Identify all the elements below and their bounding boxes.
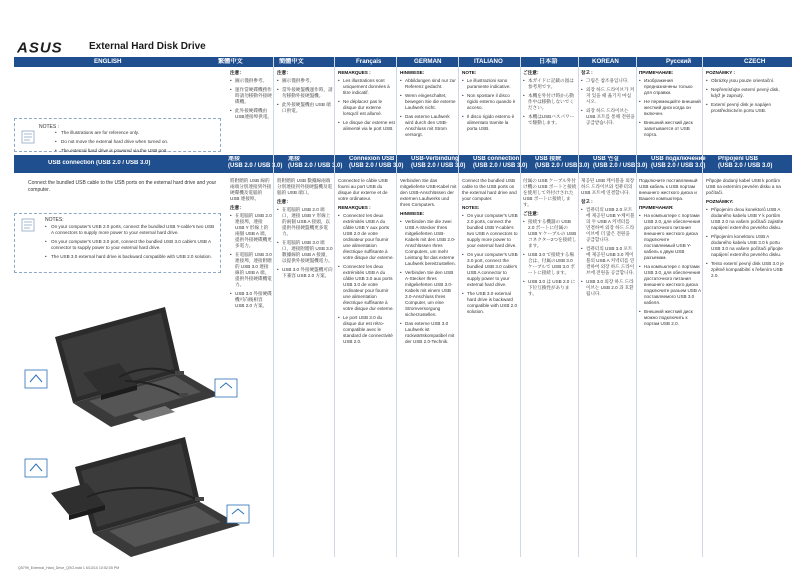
ko-top <box>581 70 635 150</box>
divider <box>636 57 637 557</box>
section-header-en: USB connection (USB 2.0 / USB 3.0) <box>48 160 151 166</box>
de-note2: • Verbinden Sie den USB A-Stecker Ihres mitgelieferten USB 3.0-Kabels mit einem USB 3.0-Anschluss Ihres Computer, um eine Stromversorgung sicherzustellen. <box>400 270 457 318</box>
section-header-ko: USB 연결 (USB 2.0 / USB 3.0) <box>593 156 648 169</box>
cz-top <box>706 70 788 150</box>
tc-notes2-heading: 注意： <box>230 205 244 210</box>
tc-note2: • 在電腦的 USB 2.0 連接埠，連接 USB Y 形線上的兩個 USB A 端，提供外接硬碟機更多電力。 <box>230 213 272 249</box>
divider <box>334 57 335 557</box>
lang-ja: 日本語 <box>539 58 558 65</box>
lang-de: GERMAN <box>414 58 442 65</box>
note-item: • Do not move the external hard drive when turned on. <box>55 139 168 145</box>
cz-connect <box>706 178 788 558</box>
ja-note: • 本機を外付け時から動作中は移動しないでください。 <box>523 93 577 111</box>
it-note2: • The USB 3.0 external hard drive is backward compatible with USB 2.0 solution. <box>462 291 519 315</box>
ja-note2: • USB 3.0 は USB 2.0 に下位互換性があります。 <box>523 279 577 297</box>
cz-connect-text: Připojte dodaný kabel USB k portům USB na externím pevném disku a na počítači. <box>706 178 781 195</box>
ru-connect <box>639 178 701 558</box>
cz-note2: • Tento externí pevný disk USB 3.0 je zpětně kompatibilní s řešením USB 2.0. <box>706 261 788 279</box>
notes2-list <box>45 224 217 263</box>
divider <box>273 57 274 557</box>
notes-title: NOTES : <box>39 124 60 130</box>
divider <box>702 57 703 557</box>
tc-top <box>230 70 272 150</box>
note-item: • The USB 3.0 external hard drive is backward compatible with USB 2.0 solution. <box>45 254 217 260</box>
fr-note2: • Le port USB 3.0 du disque dur est rétro-compatible avec le standard de connectivité USB 2.0. <box>338 315 395 345</box>
fr-top <box>338 70 395 150</box>
fr-note: • Le disque dur externe est alimenté via le port USB. <box>338 120 395 132</box>
lang-english: ENGLISH <box>94 58 122 65</box>
lang-ko: KOREAN <box>592 58 619 65</box>
sc-note: • 此外接硬盤機由 USB 端口供電。 <box>277 102 333 114</box>
sc-connect <box>277 178 333 558</box>
divider <box>520 57 521 557</box>
de-top <box>400 70 457 150</box>
de-note: • Das externe Laufwerk wird durch den USB-Anschluss mit Strom versorgt. <box>400 114 457 138</box>
ja-note2: • USB 3.0 で接続する場合は、付属のUSB 3.0ケーブルで USB 3.0 ポートに接続します。 <box>523 252 577 276</box>
divider <box>458 57 459 557</box>
de-connect-text: Verbinden Sie das mitgelieferte USB-Kabel mit den USB-Anschlüssen der externen Laufwerks und Ihres Computers. <box>400 178 457 207</box>
ja-note2: • 接続する機器の USB 2.0 ポートに付属のUSB Y ケーブルの USB コネクター2つを接続します。 <box>523 219 577 249</box>
note-item: • The external hard drive is powered via the USB port. <box>55 148 168 154</box>
de-notes2-heading: HINWEISE: <box>400 211 425 216</box>
ja-connect-text: 付属の USB ケーブル外付け機の USB ポートと接続を使用して外付けされた USB ポートに接続します。 <box>523 178 577 207</box>
ja-connect <box>523 178 577 558</box>
it-note2: • On your computer's USB 2.0 ports, connect the bundled USB Y-cable's two USB A connectors to supply more power to your external hard drive. <box>462 213 519 249</box>
notes2-title: NOTES: <box>45 217 64 223</box>
note-icon <box>21 130 35 144</box>
cz-note: • Externí pevný disk je napájen prostřednictvím portu USB. <box>706 102 788 114</box>
ko-note2: • 컴퓨터의 USB 2.0 포트에 제공된 USB Y-케이블의 두 USB A 커넥터를 연결하여 외장 하드 드라이브에 더 많은 전원을 공급합니다. <box>581 207 635 243</box>
fr-connect-text: Connectez le câble USB fourni au port USB du disque dur externe et de votre ordinateur. <box>338 178 388 201</box>
sc-note2: • 在電腦的 USB 2.0 端口，連接 USB Y 形線上的兩個 USB A 接頭，以提供外接硬盤機更多電力。 <box>277 207 333 237</box>
section-header-de: USB-Verbindung (USB 2.0 / USB 3.0) <box>411 156 466 169</box>
de-notes-heading: HINWEISE: <box>400 70 425 75</box>
ko-note: • 외장 하드 드라이브는 USB 포트를 통해 전원을 공급받습니다. <box>581 108 635 126</box>
ru-note2: • На компьютере с портами USB 2.0, для обеспечения достаточного питания внешнего жесткого диска подключите поставляемый USB Y-кабель к двум USB разъемам. <box>639 213 701 261</box>
section-header-ru: USB подключение (USB 2.0 / USB 3.0) <box>651 156 706 169</box>
cz-note2: • Připojením dvou konektorů USB A dodaného kabelu USB Y k portům USB 2.0 na vašem počítači zajistíte napájení externího pevného disku. <box>706 207 788 231</box>
cz-note: • Nepřemísťujte externí pevný disk, když je zapnutý. <box>706 87 788 99</box>
ko-notes-heading: 참고 : <box>581 70 593 75</box>
note-item: • The illustrations are for reference only. <box>55 130 168 136</box>
fr-notes-heading: REMARQUES : <box>338 70 371 75</box>
de-note: • Abbildungen sind nur zur Referenz gedacht. <box>400 78 457 90</box>
sc-note: • 圖示僅供參考。 <box>277 78 333 84</box>
sc-connect-text: 將附贈的 USB 數據線兩端分別連接到外接硬盤機及電腦的 USB 端口。 <box>277 178 333 195</box>
it-note: • Le illustrazioni sono puramente indicative. <box>462 78 519 90</box>
ru-connect-text: Подключите поставляемый USB кабель к USB портам внешнего жесткого диска и Вашего компьютера. <box>639 178 698 201</box>
it-note: • Non spostare il disco rigido esterno quando è acceso. <box>462 93 519 111</box>
english-usb-notes-box <box>14 213 221 273</box>
fr-note: • Les illustrations sont uniquement données à titre indicatif. <box>338 78 395 96</box>
fr-notes2-heading: REMARQUES : <box>338 205 371 210</box>
asus-logo <box>17 40 83 54</box>
tc-notes-heading: 注意： <box>230 70 244 75</box>
lang-sc: 簡體中文 <box>279 58 304 65</box>
ru-note2: • Внешний жесткий диск можно подключить к портам USB 2.0. <box>639 309 701 327</box>
ru-note2: • На компьютере с портами USB 3.0, для обеспечения достаточного питания внешнего жесткого диска подключите разъем USB A поставляемого USB 3.0 кабеля. <box>639 264 701 306</box>
ru-top <box>639 70 701 150</box>
section-header-cz: Připojení USB (USB 2.0 / USB 3.0) <box>718 156 773 169</box>
language-bar <box>14 57 792 67</box>
de-note2: • Verbinden Sie die zwei USB A-Stecker Ihres mitgelieferten USB-Kabels mit den USB 2.0-Anschlüssen Ihres Computers, um mehr Leistung für das externe Laufwerk bereitzustellen. <box>400 219 457 267</box>
de-note: • Wenn eingeschaltet, bewegen Sie die externe Laufwerk nicht. <box>400 93 457 111</box>
lang-fr: Français <box>356 58 382 65</box>
ko-note2: • 컴퓨터의 USB 3.0 포트에 제공된 USB 3.0 케이블의 USB A 커넥터를 연결하여 외장 하드 드라이브에 전원을 공급합니다. <box>581 246 635 276</box>
ru-note: • Изображения предназначены только для справки. <box>639 78 701 96</box>
tc-note: • 運作當硬碟機務作時請勿移動外接硬碟機。 <box>230 87 272 105</box>
ru-note: • Внешний жесткий диск запитывается от USB порта. <box>639 120 701 138</box>
tc-note2: • 在電腦的 USB 3.0 連接埠，連接附贈的 USB 3.0 連接線的 USB A 端，提供外接硬碟機電力。 <box>230 252 272 288</box>
de-connect <box>400 178 457 558</box>
sc-notes2-heading: 注意： <box>277 199 291 204</box>
ru-notes-heading: ПРИМЕЧАНИЕ: <box>639 70 674 75</box>
sc-notes-heading: 注意： <box>277 70 291 75</box>
cz-note2: • Připojením konektoru USB A dodaného kabelu USB 3.0 k portu USB 3.0 na vašem počítači připojte napájení externího pevného disku. <box>706 234 788 258</box>
ko-connect-text: 제공된 USB 케이블을 외장 하드 드라이브와 컴퓨터의 USB 포트에 연결합니다. <box>581 178 635 195</box>
tc-note2: • USB 3.0 外接硬碟機可向後相容 USB 2.0 方案。 <box>230 291 272 309</box>
ja-notes2-heading: ご注意： <box>523 211 542 216</box>
fr-connect <box>338 178 395 558</box>
it-note: • Il disco rigido esterno è alimentato tramite la porta USB. <box>462 114 519 132</box>
lang-ru: Русский <box>666 58 692 65</box>
ja-note: • 本機はUSBバスパワーで駆動します。 <box>523 114 577 126</box>
it-notes-heading: NOTE: <box>462 70 477 75</box>
cz-notes-heading: POZNÁMKY : <box>706 70 736 75</box>
it-top <box>462 70 519 150</box>
tc-note: • 此外接硬碟機由USB連接埠供電。 <box>230 108 272 120</box>
tc-connect <box>230 178 272 558</box>
it-connect-text: Connect the bundled USB cable to the USB ports on the external hard drive and your computer. <box>462 178 517 201</box>
sc-note: • 當外接硬盤機運作時，請勿移動外接硬盤機。 <box>277 87 333 99</box>
ja-notes-heading: ご注意： <box>523 70 542 75</box>
it-note2: • On your computer's USB 3.0 port, connect the bundled USB 3.0 cable's USB A connector to supply power to your external hard drive. <box>462 252 519 288</box>
ru-note: • Не перемещайте внешний жесткий диск когда он включен. <box>639 99 701 117</box>
ko-note: • 그림은 참조용입니다. <box>581 78 635 84</box>
divider <box>578 57 579 557</box>
it-connect <box>462 178 519 558</box>
laptop-illustration <box>75 437 240 557</box>
sc-note2: • USB 3.0 外接硬盤機可向下兼容 USB 2.0 方案。 <box>277 267 333 279</box>
print-footer: Q5799_External_Hard_Drive_QSG.indd 1 6/13/10 10:52:05 PM <box>18 566 120 570</box>
ko-note: • 외장 하드 드라이브가 켜져 있을 때 옮기지 마십시오. <box>581 87 635 105</box>
ko-note2: • USB 3.0 외장 하드 드라이브는 USB 2.0 과 호환됩니다. <box>581 279 635 297</box>
ja-top <box>523 70 577 150</box>
ko-connect <box>581 178 635 558</box>
fr-note2: • Connectez les deux extrémités USB A du câble USB 3.0 aux ports USB 3.0 de votre ordinateur pour fournir une alimentation électrique suffisante à votre disque dur externe. <box>338 264 395 312</box>
fr-note: • Ne déplacez pas le disque dur externe lorsqu'il est allumé. <box>338 99 395 117</box>
cz-notes2-heading: POZNÁMKY: <box>706 199 734 204</box>
lang-it: ITALIANO <box>474 58 503 65</box>
divider <box>396 57 397 557</box>
section-bar <box>14 155 792 173</box>
section-header-sc: 連接 (USB 2.0 / USB 3.0) <box>288 156 343 169</box>
de-note2: • Das externe USB 3.0 Laufwerk ist rückwärtskompatibel mit der USB 2.0-Technik. <box>400 321 457 345</box>
laptop-illustration <box>55 307 220 427</box>
section-header-ja: USB 接続 (USB 2.0 / USB 3.0) <box>535 156 590 169</box>
page-title: External Hard Disk Drive <box>89 41 206 52</box>
brand-text: ASUS <box>17 40 63 54</box>
connection-illustrations <box>15 277 265 557</box>
lang-cz: CZECH <box>744 58 766 65</box>
section-header-tc: 連接 (USB 2.0 / USB 3.0) <box>228 156 283 169</box>
it-notes2-heading: NOTES: <box>462 205 480 210</box>
english-notes-box <box>14 118 221 152</box>
note-icon <box>21 218 35 232</box>
lang-tc: 繁體中文 <box>218 58 243 65</box>
notes-list <box>55 130 168 157</box>
section-header-fr: Connexion USB (USB 2.0 / USB 3.0) <box>349 156 404 169</box>
note-item: • On your computer's USB 3.0 port, connect the bundled USB 3.0 cable's USB A connector to supply power to your external hard drive. <box>45 239 217 251</box>
tc-connect-text: 將附贈的 USB 線的兩端分別連接到外接硬碟機及電腦的 USB 連接埠。 <box>230 178 272 201</box>
ru-notes2-heading: ПРИМЕЧАНИЯ: <box>639 205 674 210</box>
sc-top <box>277 70 333 150</box>
note-item: • On your computer's USB 2.0 ports, connect the bundled USB Y-cable's two USB A connectors to supply more power to your external hard drive. <box>45 224 217 236</box>
fr-note2: • Connectez les deux extrémités USB A du câble USB Y aux ports USB 2.0 de votre ordinateur pour fournir une alimentation électrique suffisante à votre disque dur externe. <box>338 213 395 261</box>
ja-note: • 本ガイドに記載の図は参考用です。 <box>523 78 577 90</box>
tc-note: • 圖示僅供參考。 <box>230 78 272 84</box>
ko-notes2-heading: 참고 : <box>581 199 593 204</box>
sc-note2: • 在電腦的 USB 3.0 端口，連接附贈的 USB 3.0 數據線的 USB A 接頭，以提供外接硬盤機電力。 <box>277 240 333 264</box>
section-header-it: USB connection (USB 2.0 / USB 3.0) <box>473 156 528 169</box>
cz-note: • Obrázky jsou pouze orientační. <box>706 78 788 84</box>
english-connect-text: Connect the bundled USB cable to the USB ports on the external hard drive and your computer. <box>28 180 217 193</box>
